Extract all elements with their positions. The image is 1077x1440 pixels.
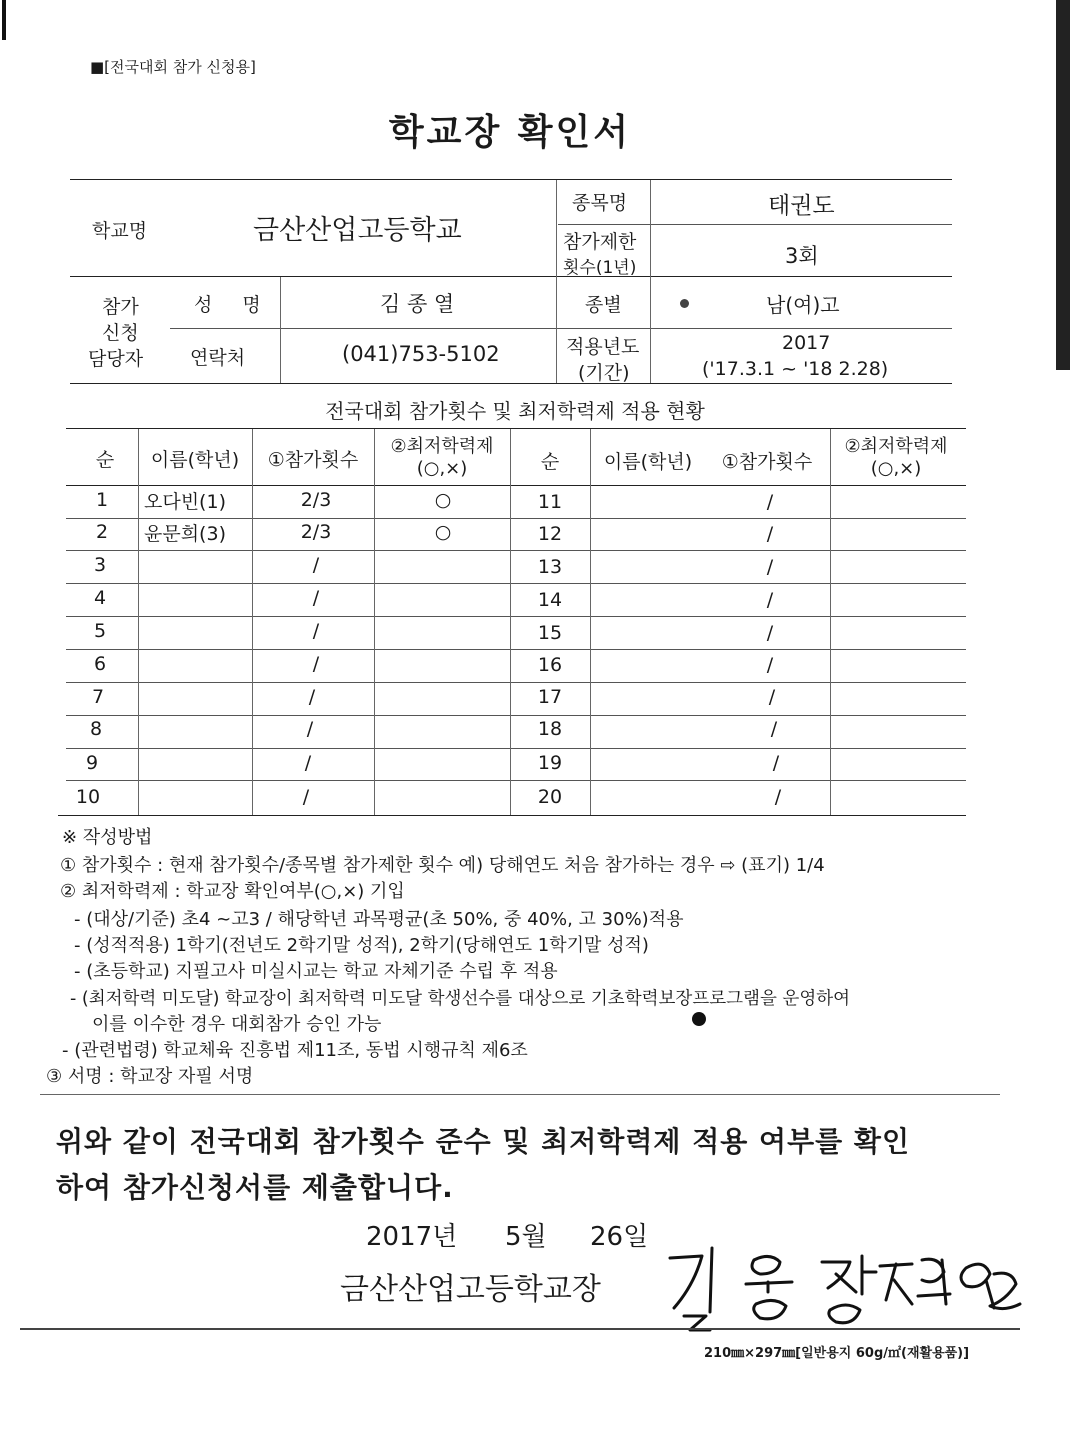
cell-no: 8 (89, 718, 103, 740)
cell-count: / (766, 589, 774, 611)
cell-count: / (308, 686, 316, 708)
cell-no: 17 (537, 686, 563, 708)
cell-no: 16 (537, 654, 563, 676)
table-rule-v (510, 429, 511, 815)
ink-smudge (692, 1012, 706, 1026)
table-rule (58, 815, 966, 816)
cell-count: 2/3 (300, 489, 332, 511)
rule (170, 328, 952, 329)
header-min: ②최저학력제 (390, 436, 494, 457)
statement: 하여 참가신청서를 제출합니다. (56, 1171, 454, 1204)
cell-no: 12 (537, 523, 563, 545)
note-item: - (최저학력 미도달) 학교장이 최저학력 미도달 학생선수를 대상으로 기초학력보장프로그램을 운영하여 (70, 989, 851, 1009)
header-min: (○,×) (416, 458, 468, 479)
note-item: ② 최저학력제 : 학교장 확인여부(○,×) 기입 (60, 881, 405, 902)
cell-no: 5 (93, 620, 107, 642)
ink-smudge (680, 299, 689, 308)
statement: 위와 같이 전국대회 참가횟수 준수 및 최저학력제 적용 여부를 확인 (56, 1125, 911, 1158)
cell-no: 4 (93, 587, 107, 609)
note-item: ① 참가횟수 : 현재 참가횟수/종목별 참가제한 횟수 예) 당해연도 처음 참가하는 경우 ⇨ (표기) 1/4 (60, 855, 825, 876)
school-name: 금산산업고등학교 (253, 215, 462, 246)
limit-label: 횟수(1년) (563, 258, 637, 278)
cell-count: 2/3 (300, 521, 332, 543)
rule-v (280, 277, 281, 383)
rule (70, 383, 952, 384)
cell-count: / (312, 587, 320, 609)
header-min: ②최저학력제 (844, 436, 948, 457)
cell-no: 10 (75, 786, 101, 808)
table-rule (66, 649, 966, 650)
table-rule-v (138, 429, 139, 815)
header-count: ①참가횟수 (267, 449, 359, 471)
note-heading: ※ 작성방법 (62, 827, 153, 848)
cell-count: / (766, 491, 774, 513)
period-value: ('17.3.1 ~ '18 2.28) (702, 358, 889, 380)
header-name: 이름(학년) (603, 451, 693, 473)
cell-name: 윤문희(3) (144, 523, 226, 545)
cell-count: / (766, 523, 774, 545)
note-item: 이를 이수한 경우 대회참가 승인 가능 (92, 1014, 382, 1035)
cell-min: ○ (434, 521, 452, 543)
limit-value: 3회 (785, 244, 819, 268)
cell-no: 3 (93, 554, 107, 576)
table-rule (66, 748, 966, 749)
rule (70, 179, 952, 180)
rule (70, 276, 952, 277)
cell-count: / (312, 620, 320, 642)
cell-no: 20 (537, 786, 563, 808)
cell-count: / (770, 718, 778, 740)
note-item: - (관련법령) 학교체육 진흥법 제11조, 동법 시행규칙 제6조 (62, 1040, 528, 1061)
table-rule (66, 682, 966, 683)
header-tag: ■[전국대회 참가 신청용] (90, 58, 256, 76)
note-item: - (대상/기준) 초4 ~고3 / 해당학년 과목평균(초 50%, 중 40%, 고 30%)적용 (74, 909, 684, 930)
cell-count: / (768, 686, 776, 708)
cell-no: 6 (93, 653, 107, 675)
event-value: 태권도 (768, 193, 835, 219)
scan-edge-mark (2, 0, 6, 40)
rule-v (556, 180, 557, 383)
section-title: 전국대회 참가횟수 및 최저학력제 적용 현황 (325, 399, 705, 423)
gender-label: 종별 (585, 294, 622, 316)
cell-count: / (766, 622, 774, 644)
cell-min: ○ (434, 489, 452, 511)
year-label: (기간) (578, 362, 630, 384)
note-item: - (초등학교) 지필고사 미실시교는 학교 자체기준 수립 후 적용 (74, 961, 558, 982)
cell-count: / (312, 653, 320, 675)
scan-edge-mark (1056, 0, 1070, 370)
gender-value: 남(여)고 (766, 293, 840, 317)
cell-no: 13 (537, 556, 563, 578)
applicant-name: 김 종 열 (380, 292, 455, 316)
contact-label: 연락처 (190, 347, 246, 369)
header-min: (○,×) (870, 458, 922, 479)
year-value: 2017 (782, 332, 831, 354)
table-rule (66, 550, 966, 551)
header-no: 순 (95, 449, 115, 471)
rule (558, 224, 952, 225)
applicant-label: 참가 (102, 296, 139, 318)
rule (20, 1328, 1020, 1330)
table-rule (66, 428, 966, 429)
cell-no: 11 (537, 491, 563, 513)
rule-v (650, 180, 651, 383)
cell-no: 14 (537, 589, 563, 611)
note-item: - (성적적용) 1학기(전년도 2학기말 성적), 2학기(당해연도 1학기말 성적) (74, 935, 649, 956)
rule (40, 1094, 1000, 1095)
date-day: 26일 (590, 1222, 649, 1252)
cell-count: / (774, 786, 782, 808)
name-label: 성 명 (194, 294, 273, 316)
cell-count: / (766, 654, 774, 676)
date-month: 5월 (505, 1222, 547, 1252)
table-rule (66, 715, 966, 716)
header-count: ①참가횟수 (721, 451, 813, 473)
cell-count: / (766, 556, 774, 578)
note-item: ③ 서명 : 학교장 자필 서명 (46, 1066, 254, 1087)
header-no: 순 (540, 451, 560, 473)
cell-no: 18 (537, 718, 563, 740)
applicant-label: 신청 (102, 322, 139, 344)
cell-count: / (312, 554, 320, 576)
cell-count: / (302, 786, 310, 808)
paper-spec-footer: 210㎜×297㎜[일반용지 60g/㎡(재활용품)] (704, 1346, 970, 1361)
applicant-label: 담당자 (88, 348, 144, 370)
handwritten-signature-icon (650, 1230, 1030, 1340)
table-rule (66, 485, 966, 486)
signer-title: 금산산업고등학교장 (340, 1272, 601, 1307)
contact-phone: (041)753-5102 (342, 342, 500, 366)
event-label: 종목명 (572, 192, 628, 214)
date-year: 2017년 (366, 1222, 458, 1252)
cell-no: 15 (537, 622, 563, 644)
page-title: 학교장 확인서 (388, 112, 632, 153)
table-rule (66, 616, 966, 617)
table-rule (66, 583, 966, 584)
cell-name: 오다빈(1) (144, 491, 226, 513)
header-name: 이름(학년) (150, 449, 240, 471)
cell-no: 19 (537, 752, 563, 774)
cell-no: 9 (85, 752, 99, 774)
cell-no: 2 (95, 521, 109, 543)
table-rule (66, 780, 966, 781)
limit-label: 참가제한 (563, 231, 637, 253)
cell-no: 7 (91, 686, 105, 708)
year-label: 적용년도 (566, 336, 640, 358)
cell-count: / (306, 718, 314, 740)
school-label: 학교명 (92, 220, 148, 242)
table-rule-v (590, 429, 591, 815)
cell-count: / (772, 752, 780, 774)
cell-no: 1 (95, 489, 109, 511)
cell-count: / (304, 752, 312, 774)
